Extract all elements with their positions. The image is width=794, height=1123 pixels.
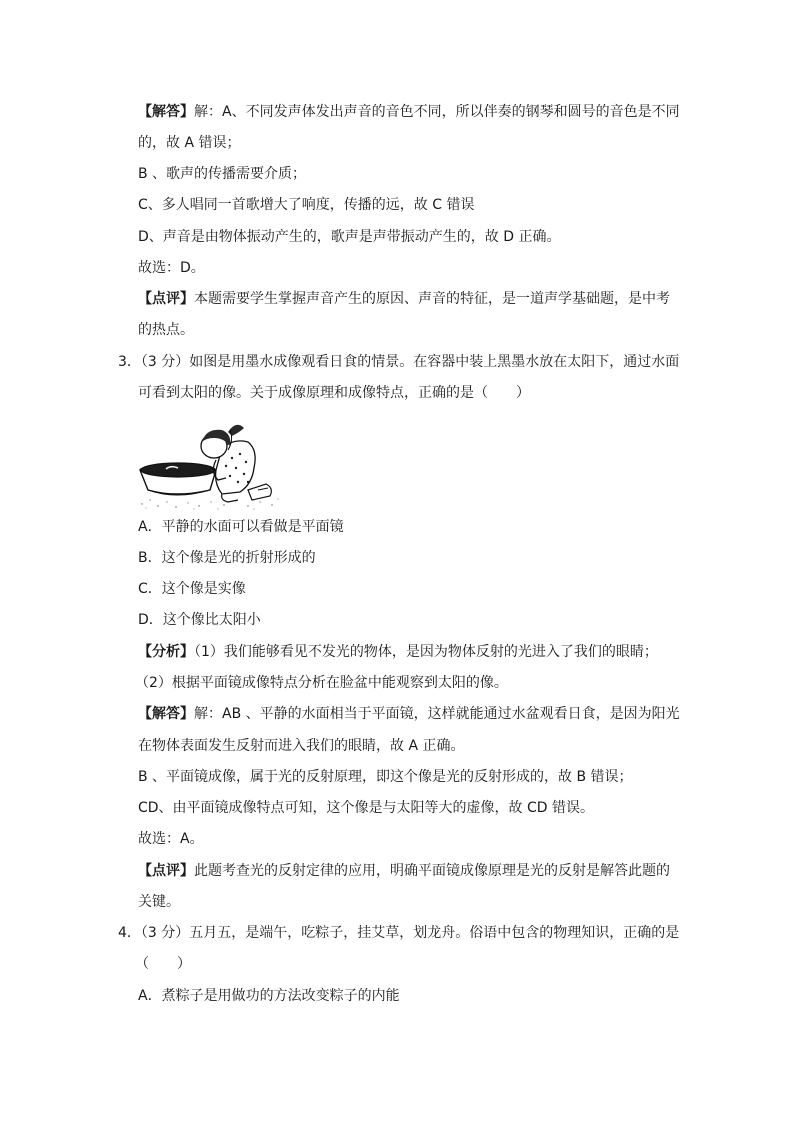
- answer-line: 在物体表面发生反射而进入我们的眼睛，故 A 正确。: [138, 738, 465, 754]
- answer-tag: 【解答】: [138, 104, 194, 120]
- option-b: B．这个像是光的折射形成的: [138, 550, 316, 566]
- answer-line: 【解答】解：AB 、平静的水面相当于平面镜，这样就能通过水盆观看日食，是因为阳光: [138, 706, 680, 722]
- option-c: C．这个像是实像: [138, 581, 246, 597]
- answer-option-b: B 、平面镜成像，属于光的反射原理，即这个像是光的反射形成的，故 B 错误；: [138, 769, 633, 785]
- option-a: A．煮粽子是用做功的方法改变粽子的内能: [138, 988, 400, 1004]
- comment-line: 的热点。: [138, 322, 194, 338]
- comment-tag: 【点评】: [138, 863, 194, 879]
- option-d: D．这个像比太阳小: [138, 612, 261, 628]
- answer-choice: 故选：A。: [138, 831, 204, 847]
- question-number: 3．: [118, 354, 141, 370]
- question-3-stem: 3．（3 分）如图是用墨水成像观看日食的情景。在容器中装上黑墨水放在太阳下，通过水面: [118, 354, 680, 370]
- comment-line: 【点评】此题考查光的反射定律的应用，明确平面镜成像原理是光的反射是解答此题的: [138, 863, 670, 879]
- answer-option-d: D、声音是由物体振动产生的，歌声是声带振动产生的，故 D 正确。: [138, 229, 561, 245]
- answer-choice: 故选：D。: [138, 260, 205, 276]
- answer-line: 的，故 A 错误；: [138, 135, 241, 151]
- analysis-line: （2）根据平面镜成像特点分析在脸盆中能观察到太阳的像。: [135, 675, 508, 691]
- question-4-stem: 4．（3 分）五月五，是端午，吃粽子，挂艾草，划龙舟。俗语中包含的物理知识，正确的是: [118, 925, 680, 941]
- solar-eclipse-illustration: [136, 410, 282, 510]
- answer-line: 【解答】解：A、不同发声体发出声音的音色不同，所以伴奏的钢琴和圆号的音色是不同: [138, 104, 680, 120]
- answer-option-c: C、多人唱同一首歌增大了响度，传播的远，故 C 错误: [138, 197, 475, 213]
- comment-line: 【点评】本题需要学生掌握声音产生的原因、声音的特征，是一道声学基础题，是中考: [138, 291, 670, 307]
- question-4-stem-cont: （ ）: [135, 956, 191, 972]
- analysis-tag: 【分析】: [138, 644, 194, 660]
- answer-option-b: B 、歌声的传播需要介质；: [138, 166, 307, 182]
- answer-option-cd: CD、由平面镜成像特点可知，这个像是与太阳等大的虚像，故 CD 错误。: [138, 800, 595, 816]
- option-a: A．平静的水面可以看做是平面镜: [138, 519, 344, 535]
- comment-line: 关键。: [138, 894, 180, 910]
- question-3-stem-cont: 可看到太阳的像。关于成像原理和成像特点，正确的是（ ）: [138, 385, 530, 401]
- analysis-line: 【分析】（1）我们能够看见不发光的物体，是因为物体反射的光进入了我们的眼睛；: [138, 644, 658, 660]
- answer-tag: 【解答】: [138, 706, 194, 722]
- question-number: 4．: [118, 925, 141, 941]
- comment-tag: 【点评】: [138, 291, 194, 307]
